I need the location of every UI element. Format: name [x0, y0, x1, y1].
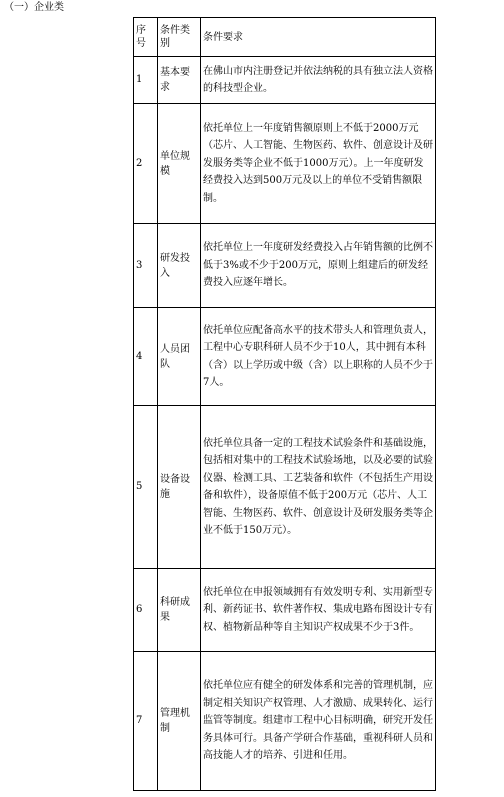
row-no: 3	[134, 224, 158, 308]
row-requirement: 依托单位在申报领域拥有有效发明专利、实用新型专利、新药证书、软件著作权、集成电路布图设计专有权、植物新品种等自主知识产权成果不少于3件。	[201, 569, 436, 652]
table-row	[134, 57, 436, 104]
header-no: 序号	[134, 18, 158, 57]
header-category: 条件类别	[158, 18, 201, 57]
row-no: 4	[134, 308, 158, 406]
header-requirement: 条件要求	[201, 18, 436, 57]
row-requirement: 依托单位上一年度销售额原则上不低于2000万元（芯片、人工智能、生物医药、软件、创意设计及研发服务类等企业不低于1000万元）。上一年度研发经费投入达到500万元及以上的单位不受销售额限制。	[201, 104, 436, 224]
row-category: 基本要求	[158, 57, 201, 104]
table-row	[134, 308, 436, 406]
section-title: （一）企业类	[4, 2, 64, 13]
row-requirement: 依托单位应配备高水平的技术带头人和管理负责人，工程中心专职科研人员不少于10人，其中拥有本科（含）以上学历或中级（含）以上职称的人员不少于7人。	[201, 308, 436, 406]
row-requirement: 依托单位应有健全的研发体系和完善的管理机制，应制定相关知识产权管理、人才激励、成果转化、运行监管等制度。组建市工程中心目标明确，研究开发任务具体可行。具备产学研合作基础，重视科研人员和高技能人才的培养、引进和任用。	[201, 652, 436, 791]
table-row	[134, 406, 436, 569]
row-category: 设备设施	[158, 406, 201, 569]
row-category: 人员团队	[158, 308, 201, 406]
table-row	[134, 104, 436, 224]
row-requirement: 依托单位具备一定的工程技术试验条件和基础设施，包括相对集中的工程技术试验场地，以及必要的试验仪器、检测工具、工艺装备和软件（不包括生产用设备和软件），设备原值不低于200万元（芯片、人工智能、生物医药、软件、创意设计及研发服务类等企业不低于150万元）。	[201, 406, 436, 569]
row-category: 研发投入	[158, 224, 201, 308]
row-requirement: 在佛山市内注册登记并依法纳税的具有独立法人资格的科技型企业。	[201, 57, 436, 104]
row-requirement: 依托单位上一年度研发经费投入占年销售额的比例不低于3%或不少于200万元，原则上组建后的研发经费投入应逐年增长。	[201, 224, 436, 308]
row-category: 单位规模	[158, 104, 201, 224]
row-no: 7	[134, 652, 158, 791]
row-no: 1	[134, 57, 158, 104]
conditions-table	[133, 17, 436, 791]
table-row	[134, 569, 436, 652]
row-no: 6	[134, 569, 158, 652]
table-header-row	[134, 18, 436, 57]
row-no: 5	[134, 406, 158, 569]
row-category: 科研成果	[158, 569, 201, 652]
row-category: 管理机制	[158, 652, 201, 791]
table-row	[134, 652, 436, 791]
row-no: 2	[134, 104, 158, 224]
table-row	[134, 224, 436, 308]
